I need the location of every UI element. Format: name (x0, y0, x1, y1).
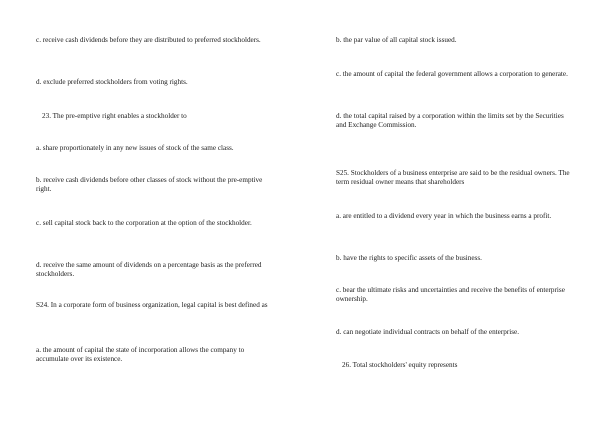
question-26: 26. Total stockholders' equity represents (342, 361, 458, 369)
answer-option-a: a. share proportionately in any new issues of stock of the same class. (36, 144, 234, 152)
answer-option-d: d. can negotiate individual contracts on behalf of the enterprise. (336, 328, 520, 336)
answer-option-d: d. receive the same amount of dividends on a percentage basis as the preferred stockholders. (36, 261, 262, 278)
answer-option-c: c. receive cash dividends before they are distributed to preferred stockholders. (36, 36, 261, 44)
answer-option-b: b. have the rights to specific assets of the business. (336, 254, 482, 262)
question-s25: S25. Stockholders of a business enterprise are said to be the residual owners. The term residual owner means that shareholders (336, 169, 570, 186)
question-s24: S24. In a corporate form of business organization, legal capital is best defined as (36, 301, 268, 309)
answer-option-b: b. receive cash dividends before other classes of stock without the pre-emptive right. (36, 176, 263, 193)
answer-option-d: d. exclude preferred stockholders from voting rights. (36, 78, 188, 86)
answer-option-c: c. bear the ultimate risks and uncertainties and receive the benefits of enterprise ownership. (336, 286, 565, 303)
answer-option-a: a. are entitled to a dividend every year in which the business earns a profit. (336, 212, 552, 220)
answer-option-c: c. the amount of capital the federal government allows a corporation to generate. (336, 70, 568, 78)
question-23: 23. The pre-emptive right enables a stockholder to (42, 112, 187, 120)
answer-option-c: c. sell capital stock back to the corporation at the option of the stockholder. (36, 219, 252, 227)
answer-option-d: d. the total capital raised by a corporation within the limits set by the Securities and Exchange Commission. (336, 112, 564, 129)
answer-option-b: b. the par value of all capital stock issued. (336, 36, 457, 44)
answer-option-a: a. the amount of capital the state of incorporation allows the company to accumulate over its existence. (36, 346, 245, 363)
